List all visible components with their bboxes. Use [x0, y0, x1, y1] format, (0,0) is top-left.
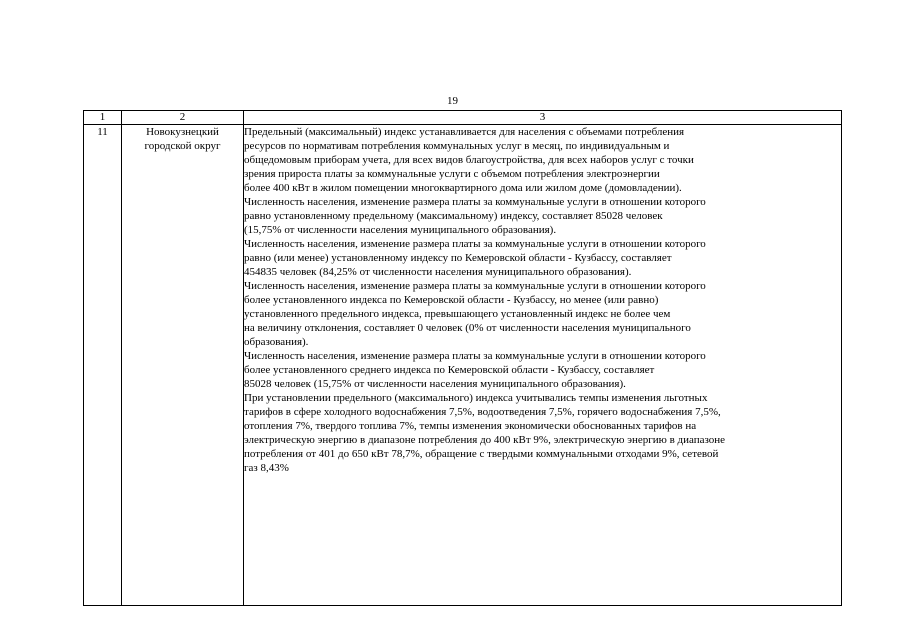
description-line: более установленного индекса по Кемеровской области - Кузбассу, но менее (или равно) — [244, 294, 659, 306]
description-line: При установлении предельного (максимального) индекса учитывались темпы изменения льготных — [244, 392, 708, 404]
tariff-index-table — [83, 110, 842, 606]
description-line: Численность населения, изменение размера платы за коммунальные услуги в отношении которого — [244, 350, 706, 362]
description-line: установленного предельного индекса, превышающего установленный индекс не более чем — [244, 308, 671, 320]
description-line: равно (или менее) установленному индексу по Кемеровской области - Кузбассу, составляет — [244, 252, 672, 264]
column-header-2: 2 — [122, 111, 244, 125]
description-line: образования). — [244, 336, 309, 348]
description-line: на величину отклонения, составляет 0 человек (0% от численности населения муниципального — [244, 322, 691, 334]
district-name-line-1: Новокузнецкий — [146, 126, 219, 138]
description-line: 85028 человек (15,75% от численности населения муниципального образования). — [244, 378, 626, 390]
description-line: зрения прироста платы за коммунальные услуги с объемом потребления электроэнергии — [244, 168, 660, 180]
table-row — [84, 125, 842, 606]
description-line: тарифов в сфере холодного водоснабжения 7,5%, водоотведения 7,5%, горячего водоснабжения 7,5%, — [244, 406, 721, 418]
column-header-3: 3 — [244, 111, 842, 125]
page-number: 19 — [447, 95, 458, 107]
description-line: общедомовым приборам учета, для всех видов благоустройства, для всех наборов услуг с точки — [244, 154, 694, 166]
row-number: 11 — [84, 125, 122, 606]
description-line: электрическую энергию в диапазоне потребления до 400 кВт 9%, электрическую энергию в диапазоне — [244, 434, 726, 446]
district-cell — [122, 125, 244, 606]
table-header-row — [84, 111, 842, 125]
column-header-1: 1 — [84, 111, 122, 125]
description-line: 454835 человек (84,25% от численности населения муниципального образования). — [244, 266, 632, 278]
description-line: Численность населения, изменение размера платы за коммунальные услуги в отношении которого — [244, 280, 706, 292]
description-line: отопления 7%, твердого топлива 7%, темпы изменения экономически обоснованных тарифов на — [244, 420, 697, 432]
description-line: более 400 кВт в жилом помещении многоквартирного дома или жилом доме (домовладении). — [244, 182, 682, 194]
description-cell — [244, 125, 842, 606]
description-line: ресурсов по нормативам потребления коммунальных услуг в месяц, по индивидуальным и — [244, 140, 670, 152]
description-line: Численность населения, изменение размера платы за коммунальные услуги в отношении которого — [244, 238, 706, 250]
description-line: Численность населения, изменение размера платы за коммунальные услуги в отношении которого — [244, 196, 706, 208]
description-line: (15,75% от численности населения муниципального образования). — [244, 224, 557, 236]
description-line: Предельный (максимальный) индекс устанавливается для населения с объемами потребления — [244, 126, 685, 138]
description-line: газ 8,43% — [244, 462, 289, 474]
description-line: потребления от 401 до 650 кВт 78,7%, обращение с твердыми коммунальными отходами 9%, сетевой — [244, 448, 719, 460]
description-line: равно установленному предельному (максимальному) индексу, составляет 85028 человек — [244, 210, 663, 222]
description-line: более установленного среднего индекса по Кемеровской области - Кузбассу, составляет — [244, 364, 655, 376]
district-name-line-2: городской округ — [144, 140, 221, 152]
